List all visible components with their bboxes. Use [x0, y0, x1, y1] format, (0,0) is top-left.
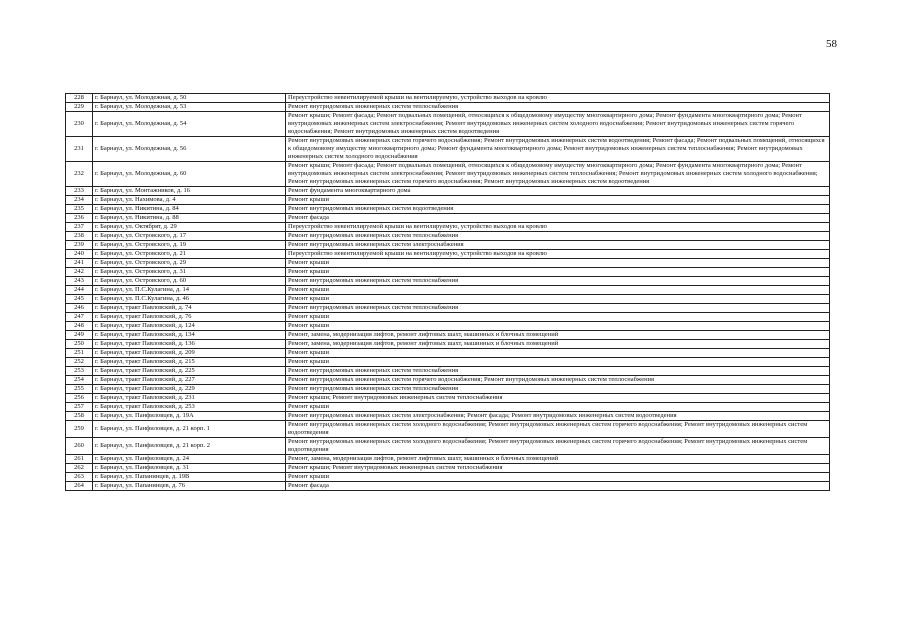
- row-address: г. Барнаул, тракт Павловский, д. 136: [93, 340, 286, 349]
- row-address: г. Барнаул, ул. Островского, д. 60: [93, 277, 286, 286]
- table-row: [66, 394, 830, 403]
- row-address: г. Барнаул, ул. П.С.Кулагина, д. 14: [93, 286, 286, 295]
- row-number: 247: [66, 313, 93, 322]
- row-work-type: Ремонт крыши: [286, 322, 830, 331]
- row-address: г. Барнаул, ул. Панфиловцев, д. 31: [93, 464, 286, 473]
- row-work-type: Ремонт внутридомовых инженерных систем теплоснабжения: [286, 103, 830, 112]
- row-address: г. Барнаул, ул. Нахимова, д. 4: [93, 196, 286, 205]
- table-row: [66, 241, 830, 250]
- table-row: [66, 358, 830, 367]
- row-address: г. Барнаул, ул. Молодежная, д. 56: [93, 137, 286, 162]
- row-number: 254: [66, 376, 93, 385]
- row-work-type: Ремонт фасада: [286, 214, 830, 223]
- row-address: г. Барнаул, ул. Островского, д. 29: [93, 259, 286, 268]
- row-work-type: Ремонт крыши; Ремонт внутридомовых инженерных систем теплоснабжения: [286, 394, 830, 403]
- row-address: г. Барнаул, ул. Островского, д. 19: [93, 241, 286, 250]
- table-row: [66, 376, 830, 385]
- table-row: [66, 412, 830, 421]
- page-number: 58: [826, 38, 837, 50]
- table-row: [66, 277, 830, 286]
- table-row: [66, 268, 830, 277]
- table-row: [66, 232, 830, 241]
- row-address: г. Барнаул, ул. Панфиловцев, д. 21 корп. 2: [93, 438, 286, 455]
- row-number: 262: [66, 464, 93, 473]
- table-row: [66, 367, 830, 376]
- table-row: [66, 205, 830, 214]
- row-number: 264: [66, 482, 93, 491]
- row-address: г. Барнаул, ул. Молодежная, д. 50: [93, 94, 286, 103]
- row-address: г. Барнаул, тракт Павловский, д. 215: [93, 358, 286, 367]
- row-address: г. Барнаул, ул. Островского, д. 31: [93, 268, 286, 277]
- row-address: г. Барнаул, ул. Никитина, д. 88: [93, 214, 286, 223]
- row-address: г. Барнаул, ул. Никитина, д. 84: [93, 205, 286, 214]
- row-work-type: Ремонт внутридомовых инженерных систем теплоснабжения: [286, 385, 830, 394]
- row-address: г. Барнаул, тракт Павловский, д. 76: [93, 313, 286, 322]
- table-row: [66, 94, 830, 103]
- table-row: [66, 250, 830, 259]
- table-row: [66, 340, 830, 349]
- row-work-type: Ремонт фасада: [286, 482, 830, 491]
- works-table: [65, 93, 830, 491]
- row-number: 248: [66, 322, 93, 331]
- table-row: [66, 214, 830, 223]
- row-number: 253: [66, 367, 93, 376]
- row-work-type: Ремонт внутридомовых инженерных систем электроснабжения; Ремонт фасада; Ремонт внутридомовых инженерных систем водоотведения: [286, 412, 830, 421]
- row-work-type: Ремонт, замена, модернизация лифтов, ремонт лифтовых шахт, машинных и блочных помещений: [286, 331, 830, 340]
- row-work-type: Переустройство невентилируемой крыши на вентилируемую, устройство выходов на кровлю: [286, 94, 830, 103]
- table-row: [66, 403, 830, 412]
- table-row: [66, 385, 830, 394]
- table-row: [66, 187, 830, 196]
- table-row: [66, 455, 830, 464]
- row-address: г. Барнаул, тракт Павловский, д. 124: [93, 322, 286, 331]
- row-number: 235: [66, 205, 93, 214]
- row-number: 244: [66, 286, 93, 295]
- row-work-type: Ремонт крыши: [286, 196, 830, 205]
- row-work-type: Ремонт внутридомовых инженерных систем горячего водоснабжения; Ремонт внутридомовых инженерных систем теплоснабжения: [286, 376, 830, 385]
- row-address: г. Барнаул, ул. П.С.Кулагина, д. 46: [93, 295, 286, 304]
- row-work-type: Ремонт крыши: [286, 358, 830, 367]
- row-address: г. Барнаул, ул. Монтажников, д. 16: [93, 187, 286, 196]
- row-number: 229: [66, 103, 93, 112]
- row-address: г. Барнаул, ул. Островского, д. 17: [93, 232, 286, 241]
- row-number: 242: [66, 268, 93, 277]
- row-number: 241: [66, 259, 93, 268]
- row-number: 252: [66, 358, 93, 367]
- row-address: г. Барнаул, ул. Панфиловцев, д. 21 корп. 1: [93, 421, 286, 438]
- row-number: 240: [66, 250, 93, 259]
- table-row: [66, 331, 830, 340]
- row-address: г. Барнаул, тракт Павловский, д. 253: [93, 403, 286, 412]
- row-number: 255: [66, 385, 93, 394]
- row-work-type: Ремонт внутридомовых инженерных систем электроснабжения: [286, 241, 830, 250]
- row-work-type: Ремонт крыши: [286, 259, 830, 268]
- row-address: г. Барнаул, ул. Островского, д. 21: [93, 250, 286, 259]
- table-row: [66, 112, 830, 137]
- table-row: [66, 464, 830, 473]
- row-number: 246: [66, 304, 93, 313]
- row-address: г. Барнаул, тракт Павловский, д. 227: [93, 376, 286, 385]
- row-number: 251: [66, 349, 93, 358]
- row-number: 257: [66, 403, 93, 412]
- table-row: [66, 313, 830, 322]
- row-address: г. Барнаул, ул. Молодежная, д. 54: [93, 112, 286, 137]
- row-number: 232: [66, 162, 93, 187]
- row-number: 237: [66, 223, 93, 232]
- row-work-type: Ремонт крыши; Ремонт внутридомовых инженерных систем теплоснабжения: [286, 464, 830, 473]
- table-row: [66, 322, 830, 331]
- table-row: [66, 137, 830, 162]
- row-address: г. Барнаул, ул. Молодежная, д. 53: [93, 103, 286, 112]
- row-number: 230: [66, 112, 93, 137]
- row-work-type: Ремонт внутридомовых инженерных систем горячего водоснабжения; Ремонт внутридомовых инженерных систем водоотведения; Ремонт фасада; Ремонт подвальных помещений, относящихся к общедомовому имуществу многоквартирного дома; Ремонт фундамента многоквартирного дома; Ремонт внутридомовых инженерных систем теплоснабжения; Ремонт внутридомовых инженерных систем холодного водоснабжения: [286, 137, 830, 162]
- row-number: 231: [66, 137, 93, 162]
- table-row: [66, 223, 830, 232]
- table-row: [66, 295, 830, 304]
- row-number: 239: [66, 241, 93, 250]
- row-number: 233: [66, 187, 93, 196]
- table-row: [66, 421, 830, 438]
- row-address: г. Барнаул, тракт Павловский, д. 74: [93, 304, 286, 313]
- row-work-type: Переустройство невентилируемой крыши на вентилируемую, устройство выходов на кровлю: [286, 250, 830, 259]
- table-row: [66, 304, 830, 313]
- table-row: [66, 349, 830, 358]
- row-address: г. Барнаул, ул. Октябрят, д. 29: [93, 223, 286, 232]
- row-number: 261: [66, 455, 93, 464]
- row-address: г. Барнаул, ул. Молодежная, д. 60: [93, 162, 286, 187]
- row-number: 258: [66, 412, 93, 421]
- row-work-type: Ремонт крыши: [286, 286, 830, 295]
- row-number: 228: [66, 94, 93, 103]
- table-row: [66, 259, 830, 268]
- row-address: г. Барнаул, тракт Павловский, д. 209: [93, 349, 286, 358]
- row-work-type: Ремонт внутридомовых инженерных систем теплоснабжения: [286, 277, 830, 286]
- row-work-type: Ремонт крыши: [286, 349, 830, 358]
- row-number: 260: [66, 438, 93, 455]
- row-work-type: Переустройство невентилируемой крыши на вентилируемую, устройство выходов на кровлю: [286, 223, 830, 232]
- table-row: [66, 162, 830, 187]
- row-number: 249: [66, 331, 93, 340]
- row-work-type: Ремонт внутридомовых инженерных систем холодного водоснабжения; Ремонт внутридомовых инженерных систем горячего водоснабжения; Ремонт внутридомовых инженерных систем водоотведения: [286, 421, 830, 438]
- row-number: 238: [66, 232, 93, 241]
- row-work-type: Ремонт внутридомовых инженерных систем теплоснабжения: [286, 232, 830, 241]
- row-work-type: Ремонт крыши: [286, 268, 830, 277]
- row-work-type: Ремонт крыши: [286, 313, 830, 322]
- row-number: 263: [66, 473, 93, 482]
- row-work-type: Ремонт внутридомовых инженерных систем водоотведения: [286, 205, 830, 214]
- row-work-type: Ремонт, замена, модернизация лифтов, ремонт лифтовых шахт, машинных и блочных помещений: [286, 455, 830, 464]
- row-address: г. Барнаул, ул. Панфиловцев, д. 24: [93, 455, 286, 464]
- table-row: [66, 482, 830, 491]
- row-number: 259: [66, 421, 93, 438]
- table-row: [66, 438, 830, 455]
- row-address: г. Барнаул, тракт Павловский, д. 231: [93, 394, 286, 403]
- row-number: 250: [66, 340, 93, 349]
- works-table-body: [66, 94, 830, 491]
- row-address: г. Барнаул, ул. Панфиловцев, д. 19А: [93, 412, 286, 421]
- row-number: 234: [66, 196, 93, 205]
- row-number: 243: [66, 277, 93, 286]
- row-work-type: Ремонт крыши; Ремонт фасада; Ремонт подвальных помещений, относящихся к общедомовому имуществу многоквартирного дома; Ремонт фундамента многоквартирного дома; Ремонт внутридомовых инженерных систем электроснабжения; Ремонт внутридомовых инженерных систем холодного водоснабжения; Ремонт внутридомовых инженерных систем горячего водоснабжения; Ремонт внутридомовых инженерных систем водоотведения: [286, 112, 830, 137]
- row-work-type: Ремонт внутридомовых инженерных систем теплоснабжения: [286, 367, 830, 376]
- row-work-type: Ремонт крыши; Ремонт фасада; Ремонт подвальных помещений, относящихся к общедомовому имуществу многоквартирного дома; Ремонт фундамента многоквартирного дома; Ремонт внутридомовых инженерных систем электроснабжения; Ремонт внутридомовых инженерных систем теплоснабжения; Ремонт внутридомовых инженерных систем холодного водоснабжения; Ремонт внутридомовых инженерных систем горячего водоснабжения; Ремонт внутридомовых инженерных систем водоотведения: [286, 162, 830, 187]
- row-number: 236: [66, 214, 93, 223]
- row-work-type: Ремонт, замена, модернизация лифтов, ремонт лифтовых шахт, машинных и блочных помещений: [286, 340, 830, 349]
- row-number: 245: [66, 295, 93, 304]
- table-row: [66, 103, 830, 112]
- row-work-type: Ремонт крыши: [286, 295, 830, 304]
- row-address: г. Барнаул, ул. Папанинцев, д. 76: [93, 482, 286, 491]
- row-address: г. Барнаул, тракт Павловский, д. 134: [93, 331, 286, 340]
- row-number: 256: [66, 394, 93, 403]
- table-row: [66, 473, 830, 482]
- row-work-type: Ремонт фундамента многоквартирного дома: [286, 187, 830, 196]
- row-work-type: Ремонт крыши: [286, 473, 830, 482]
- row-address: г. Барнаул, тракт Павловский, д. 229: [93, 385, 286, 394]
- table-row: [66, 286, 830, 295]
- row-address: г. Барнаул, тракт Павловский, д. 225: [93, 367, 286, 376]
- row-work-type: Ремонт крыши: [286, 403, 830, 412]
- row-address: г. Барнаул, ул. Папанинцев, д. 19В: [93, 473, 286, 482]
- table-row: [66, 196, 830, 205]
- row-work-type: Ремонт внутридомовых инженерных систем теплоснабжения: [286, 304, 830, 313]
- row-work-type: Ремонт внутридомовых инженерных систем холодного водоснабжения; Ремонт внутридомовых инженерных систем горячего водоснабжения; Ремонт внутридомовых инженерных систем водоотведения: [286, 438, 830, 455]
